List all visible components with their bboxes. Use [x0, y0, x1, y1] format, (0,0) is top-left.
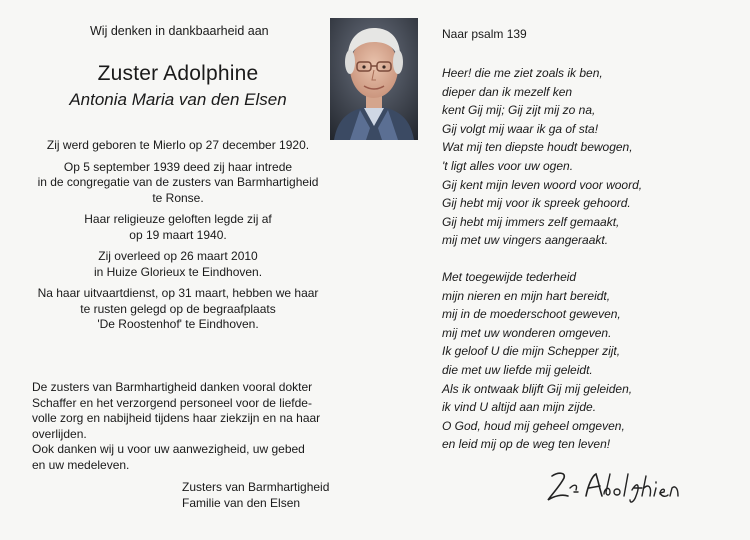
verse-line: en leid mij op de weg ten leven! — [442, 437, 611, 452]
stanza — [442, 268, 742, 454]
thanks-paragraph — [32, 380, 332, 473]
verse-line: O God, houd mij geheel omgeven, — [442, 418, 625, 433]
bio-line: 'De Roostenhof' te Eindhoven. — [97, 317, 259, 331]
verse-line: Ik geloof U die mijn Schepper zijt, — [442, 344, 621, 359]
bio-line: Zij overleed op 26 maart 2010 — [98, 249, 258, 263]
verse-line: Met toegewijde tederheid — [442, 269, 577, 284]
bio-line: te rusten gelegd op de begraafplaats — [80, 301, 276, 316]
verse-line: dieper dan ik mezelf ken — [442, 84, 573, 99]
bio-paragraph — [28, 212, 328, 243]
verse-line: mij met uw wonderen omgeven. — [442, 325, 612, 340]
verse-line: die met uw liefde mij geleidt. — [442, 362, 593, 377]
bio-line: Op 5 september 1939 deed zij haar intrede — [63, 159, 293, 174]
bio-paragraph — [28, 138, 328, 154]
thanks-line: volle zorg en nabijheid tijdens haar ziekzijn en na haar — [32, 411, 321, 425]
thanks-line: De zusters van Barmhartigheid danken vooral dokter — [32, 380, 313, 394]
thanks-line: overlijden. — [32, 426, 87, 441]
bio-line: in de congregatie van de zusters van Barmhartigheid — [37, 175, 319, 189]
biography — [28, 138, 328, 339]
thanks-line: Ook danken wij u voor uw aanwezigheid, uw gebed — [32, 442, 305, 456]
thanks-line: en uw medeleven. — [32, 457, 130, 472]
bio-line: op 19 maart 1940. — [129, 227, 227, 242]
psalm-title: Naar psalm 139 — [442, 27, 527, 41]
bio-line: Haar religieuze geloften legde zij af — [84, 212, 272, 226]
verse-line: ik vind U altijd aan mijn zijde. — [442, 400, 597, 415]
verse-line: Als ik ontwaak blijft Gij mij geleiden, — [442, 381, 633, 396]
bio-line: te Ronse. — [152, 190, 204, 205]
deceased-full-name: Antonia Maria van den Elsen — [69, 90, 287, 109]
verse-line: Gij volgt mij waar ik ga of sta! — [442, 121, 599, 136]
signoff-line: Familie van den Elsen — [182, 495, 301, 510]
handwritten-signature — [544, 466, 684, 506]
bio-line: in Huize Glorieux te Eindhoven. — [93, 264, 263, 279]
portrait-photo-icon — [330, 18, 418, 140]
verse-line: Heer! die me ziet zoals ik ben, — [442, 66, 603, 80]
deceased-name: Zuster Adolphine — [97, 62, 259, 85]
psalm-verses — [442, 64, 742, 472]
verse-line: mijn nieren en mijn hart bereidt, — [442, 288, 611, 303]
verse-line: kent Gij mij; Gij zijt mij zo na, — [442, 103, 596, 118]
bio-paragraph — [28, 286, 328, 333]
intro-text: Wij denken in dankbaarheid aan — [90, 24, 269, 38]
signoff — [182, 480, 329, 511]
verse-line: Gij hebt mij immers zelf gemaakt, — [442, 214, 620, 229]
verse-line: Gij kent mijn leven woord voor woord, — [442, 177, 643, 192]
verse-line: mij met uw vingers aangeraakt. — [442, 233, 609, 248]
verse-line: 't ligt alles voor uw ogen. — [442, 158, 574, 173]
bio-line: Na haar uitvaartdienst, op 31 maart, hebben we haar — [37, 286, 319, 300]
stanza — [442, 64, 742, 250]
signoff-line: Zusters van Barmhartigheid — [182, 480, 330, 494]
thanks-line: Schaffer en het verzorgend personeel voor de liefde- — [32, 395, 312, 410]
verse-line: Wat mij ten diepste houdt bewogen, — [442, 140, 633, 155]
bio-paragraph — [28, 249, 328, 280]
bio-paragraph — [28, 160, 328, 207]
verse-line: mij in de moederschoot geweven, — [442, 307, 621, 322]
portrait-photo-icon — [330, 18, 418, 140]
verse-line: Gij hebt mij voor ik spreek gehoord. — [442, 196, 631, 211]
bio-line: Zij werd geboren te Mierlo op 27 december 1920. — [46, 138, 310, 152]
